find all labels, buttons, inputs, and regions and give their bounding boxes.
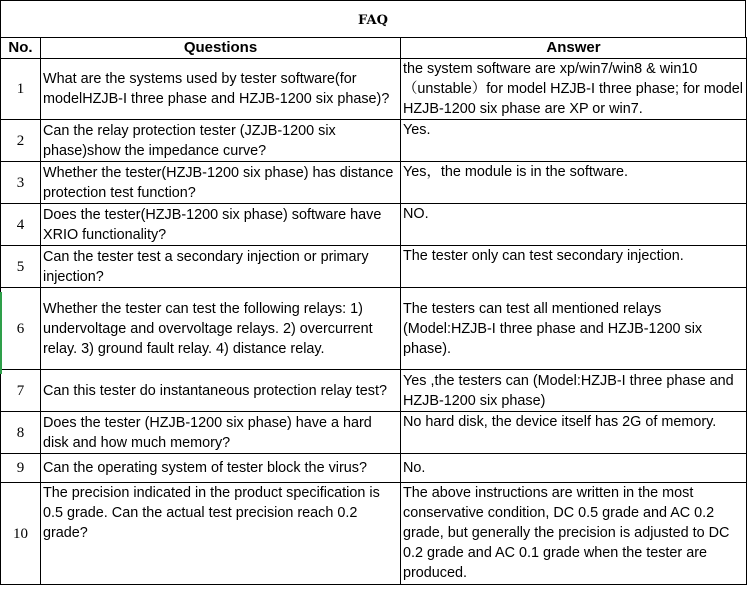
table-row [1, 412, 747, 454]
selected-row-indicator [0, 292, 2, 374]
question-cell: Whether the tester can test the following relays: 1) undervoltage and overvoltage relays. 2) overcurrent relay. 3) ground fault relay. 4) distance relay. [41, 288, 401, 370]
answer-cell: the system software are xp/win7/win8 & win10 （unstable）for model HZJB-I three phase; for model HZJB-1200 six phase are XP or win7. [401, 59, 747, 120]
table-row [1, 120, 747, 162]
question-cell: What are the systems used by tester software(for modelHZJB-I three phase and HZJB-1200 six phase)? [41, 59, 401, 120]
table-row [1, 162, 747, 204]
question-cell: Whether the tester(HZJB-1200 six phase) has distance protection test function? [41, 162, 401, 204]
answer-cell: Yes ,the testers can (Model:HZJB-I three phase and HZJB-1200 six phase) [401, 370, 747, 412]
row-number: 3 [1, 162, 41, 204]
question-cell: Can the tester test a secondary injection or primary injection? [41, 246, 401, 288]
table-row [1, 370, 747, 412]
table-row [1, 288, 747, 370]
question-cell: Does the tester(HZJB-1200 six phase) software have XRIO functionality? [41, 204, 401, 246]
question-cell: Can this tester do instantaneous protection relay test? [41, 370, 401, 412]
table-row [1, 483, 747, 585]
faq-table [0, 37, 747, 585]
table-row [1, 59, 747, 120]
answer-cell: No hard disk, the device itself has 2G of memory. [401, 412, 747, 454]
answer-cell: No. [401, 454, 747, 483]
page-title: FAQ [0, 0, 746, 37]
row-number: 2 [1, 120, 41, 162]
row-number: 9 [1, 454, 41, 483]
question-cell: Can the operating system of tester block the virus? [41, 454, 401, 483]
answer-cell: The testers can test all mentioned relays (Model:HZJB-I three phase and HZJB-1200 six phase). [401, 288, 747, 370]
answer-cell: The above instructions are written in the most conservative condition, DC 0.5 grade and AC 0.2 grade, but generally the precision is adjusted to DC 0.2 grade and AC 0.1 grade when the tester are produced. [401, 483, 747, 585]
answer-cell: The tester only can test secondary injection. [401, 246, 747, 288]
row-number: 6 [1, 288, 41, 370]
answer-cell: Yes. [401, 120, 747, 162]
question-cell: The precision indicated in the product specification is 0.5 grade. Can the actual test precision reach 0.2 grade? [41, 483, 401, 585]
header-questions: Questions [41, 38, 401, 59]
table-row [1, 204, 747, 246]
answer-cell: NO. [401, 204, 747, 246]
question-cell: Can the relay protection tester (JZJB-1200 six phase)show the impedance curve? [41, 120, 401, 162]
table-row [1, 454, 747, 483]
answer-cell: Yes，the module is in the software. [401, 162, 747, 204]
header-answer: Answer [401, 38, 747, 59]
question-cell: Does the tester (HZJB-1200 six phase) have a hard disk and how much memory? [41, 412, 401, 454]
row-number: 8 [1, 412, 41, 454]
header-no: No. [1, 38, 41, 59]
row-number: 4 [1, 204, 41, 246]
row-number: 5 [1, 246, 41, 288]
row-number: 10 [1, 483, 41, 585]
table-row [1, 246, 747, 288]
header-row [1, 38, 747, 59]
row-number: 1 [1, 59, 41, 120]
row-number: 7 [1, 370, 41, 412]
